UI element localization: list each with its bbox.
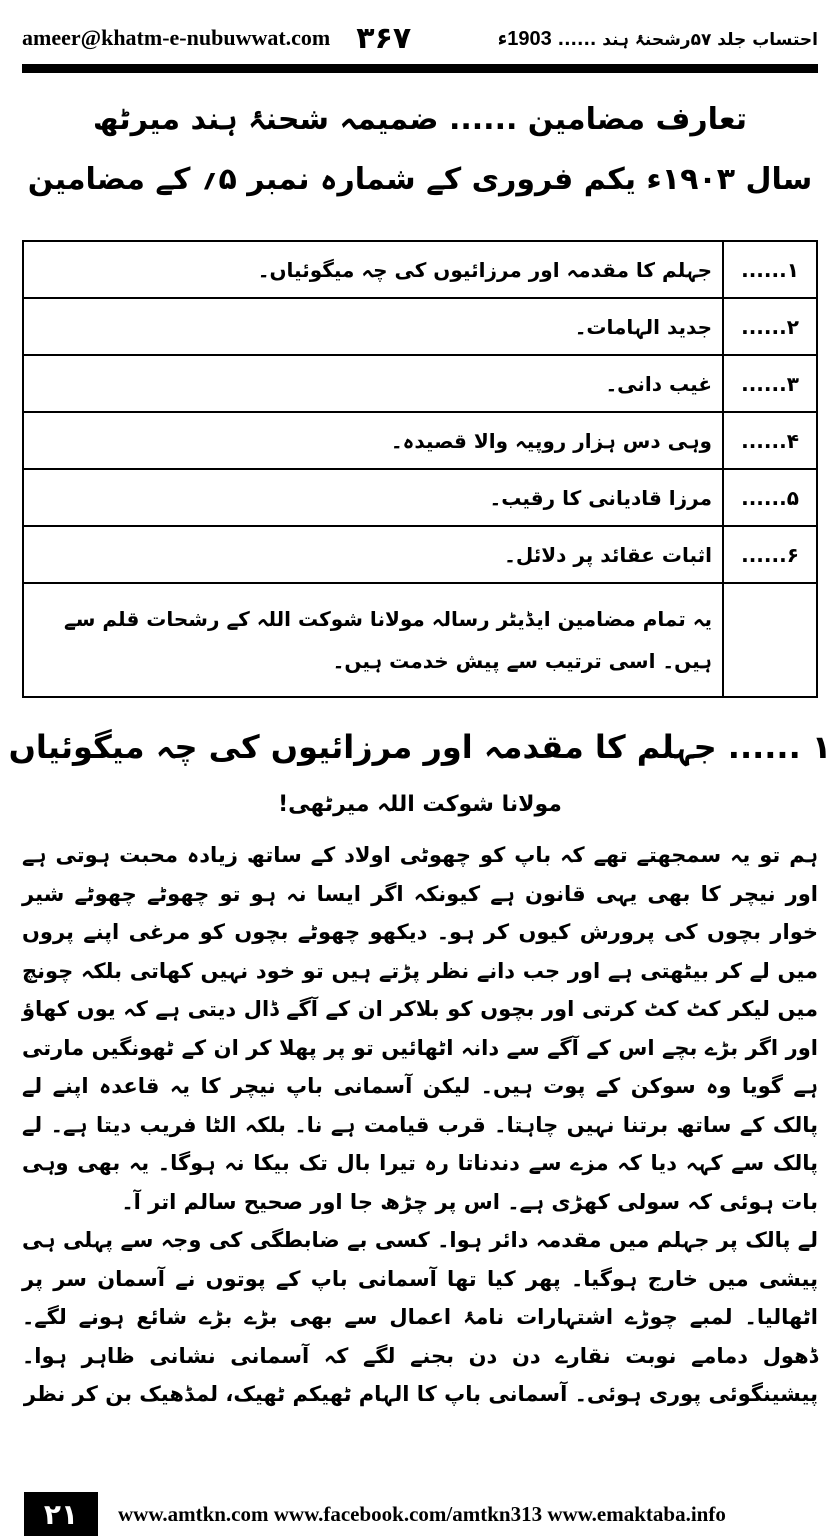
section-title: ۱ ...... جہلم کا مقدمہ اور مرزائیوں کی چہ میگوئیاں — [8, 728, 832, 766]
page-footer — [0, 1490, 840, 1540]
row-title: اثبات عقائد پر دلائل۔ — [23, 526, 723, 583]
row-title: جدید الہامات۔ — [23, 298, 723, 355]
table-row — [23, 298, 817, 355]
page-title: تعارف مضامین ...... ضمیمہ شحنۂ ہند میرٹھ — [92, 102, 748, 137]
table-row — [23, 241, 817, 298]
header-left — [22, 21, 411, 56]
table-note: یہ تمام مضامین ایڈیٹر رسالہ مولانا شوکت اللہ کے رشحات قلم سے ہیں۔ اسی ترتیب سے پیش خدمت ہیں۔ — [23, 583, 723, 697]
table-row — [23, 469, 817, 526]
table-row — [23, 355, 817, 412]
table-note-row — [23, 583, 817, 697]
row-number: ۲...... — [723, 298, 817, 355]
row-number: ۳...... — [723, 355, 817, 412]
row-number: ۵...... — [723, 469, 817, 526]
page-subtitle: سال ۱۹۰۳ء یکم فروری کے شمارہ نمبر ۵؍ کے مضامین — [27, 162, 813, 197]
contents-table — [22, 240, 818, 698]
row-number: ۴...... — [723, 412, 817, 469]
row-number: ۶...... — [723, 526, 817, 583]
paragraph: لے پالک پر جہلم میں مقدمہ دائر ہوا۔ کسی بے ضابطگی کی وجہ سے پہلی ہی پیشی میں خارج ہوگیا۔ پھر کیا تھا آسمانی باپ کے پوتوں نے آسمان سر پر اٹھالیا۔ لمبے چوڑے اشتہارات نامۂ اعمال سے بھی بڑے بڑے شائع ہونے لگے۔ ڈھول دمامے نوبت نقارے دن دن بجنے لگے کہ آسمانی نشانی ظاہر ہوا۔ پیشینگوئی پوری ہوئی۔ آسمانی باپ کا الہام ٹھیکم ٹھیک، لمڈھیک بن کر نظر — [22, 1228, 818, 1406]
table-row — [23, 526, 817, 583]
row-title: مرزا قادیانی کا رقیب۔ — [23, 469, 723, 526]
row-number: ۱...... — [723, 241, 817, 298]
header-rule — [22, 64, 818, 73]
article-body — [22, 836, 818, 1414]
section-author: مولانا شوکت اللہ میرٹھی! — [278, 792, 562, 817]
row-title: وہی دس ہزار روپیہ والا قصیدہ۔ — [23, 412, 723, 469]
footer-page-number: ۲۱ — [24, 1492, 98, 1536]
table-row — [23, 412, 817, 469]
running-title: احتساب جلد ۵۷رشحنۂ ہند ...... — [557, 29, 818, 50]
footer-links: www.amtkn.com www.facebook.com/amtkn313 www.emaktaba.info — [118, 1502, 726, 1526]
header-page-number: ۳۶۷ — [356, 20, 412, 56]
row-title: غیب دانی۔ — [23, 355, 723, 412]
row-title: جہلم کا مقدمہ اور مرزائیوں کی چہ میگوئیاں۔ — [23, 241, 723, 298]
header-email: ameer@khatm-e-nubuwwat.com — [22, 25, 331, 50]
row-number-empty — [723, 583, 817, 697]
paragraph: ہم تو یہ سمجھتے تھے کہ باپ کو چھوٹی اولاد کے ساتھ زیادہ محبت ہوتی ہے اور نیچر کا بھی یہی قانون ہے کیونکہ اگر ایسا نہ ہو تو چھوٹے چھوٹے شیر خوار بچوں کی پرورش کیوں کر ہو۔ دیکھو چھوٹے بچوں کو مرغی اپنے پروں میں لے کر بیٹھتی ہے اور جب دانے نظر پڑتے ہیں تو خود نہیں کھاتی بلکہ چونچ میں لیکر کٹ کٹ کرتی اور بچوں کو بلاکر ان کے آگے ڈال دیتی ہے کہ یوں کھاؤ اور اگر بڑے بچے اس کے آگے سے دانہ اٹھائیں تو پر پھلا کر ان کے ٹھونگیں مارتی ہے گویا وہ سوکن کے پوت ہیں۔ لیکن آسمانی باپ نیچر کا یہ قاعدہ اپنے لے پالک کے ساتھ برتنا نہیں چاہتا۔ قرب قیامت ہے نا۔ بلکہ الٹا فریب دیتا ہے۔ لے پالک سے کہہ دیا کہ مزے سے دندناتا رہ تیرا بال تک بیکا نہ ہوگا۔ یہ بھی وہی بات ہوئی کہ سولی کھڑی ہے۔ اس پر چڑھ جا اور صحیح سالم اتر آ۔ — [22, 843, 818, 1214]
header-year: 1903ء — [497, 27, 552, 50]
header-right — [498, 26, 818, 51]
page-header — [22, 18, 818, 58]
